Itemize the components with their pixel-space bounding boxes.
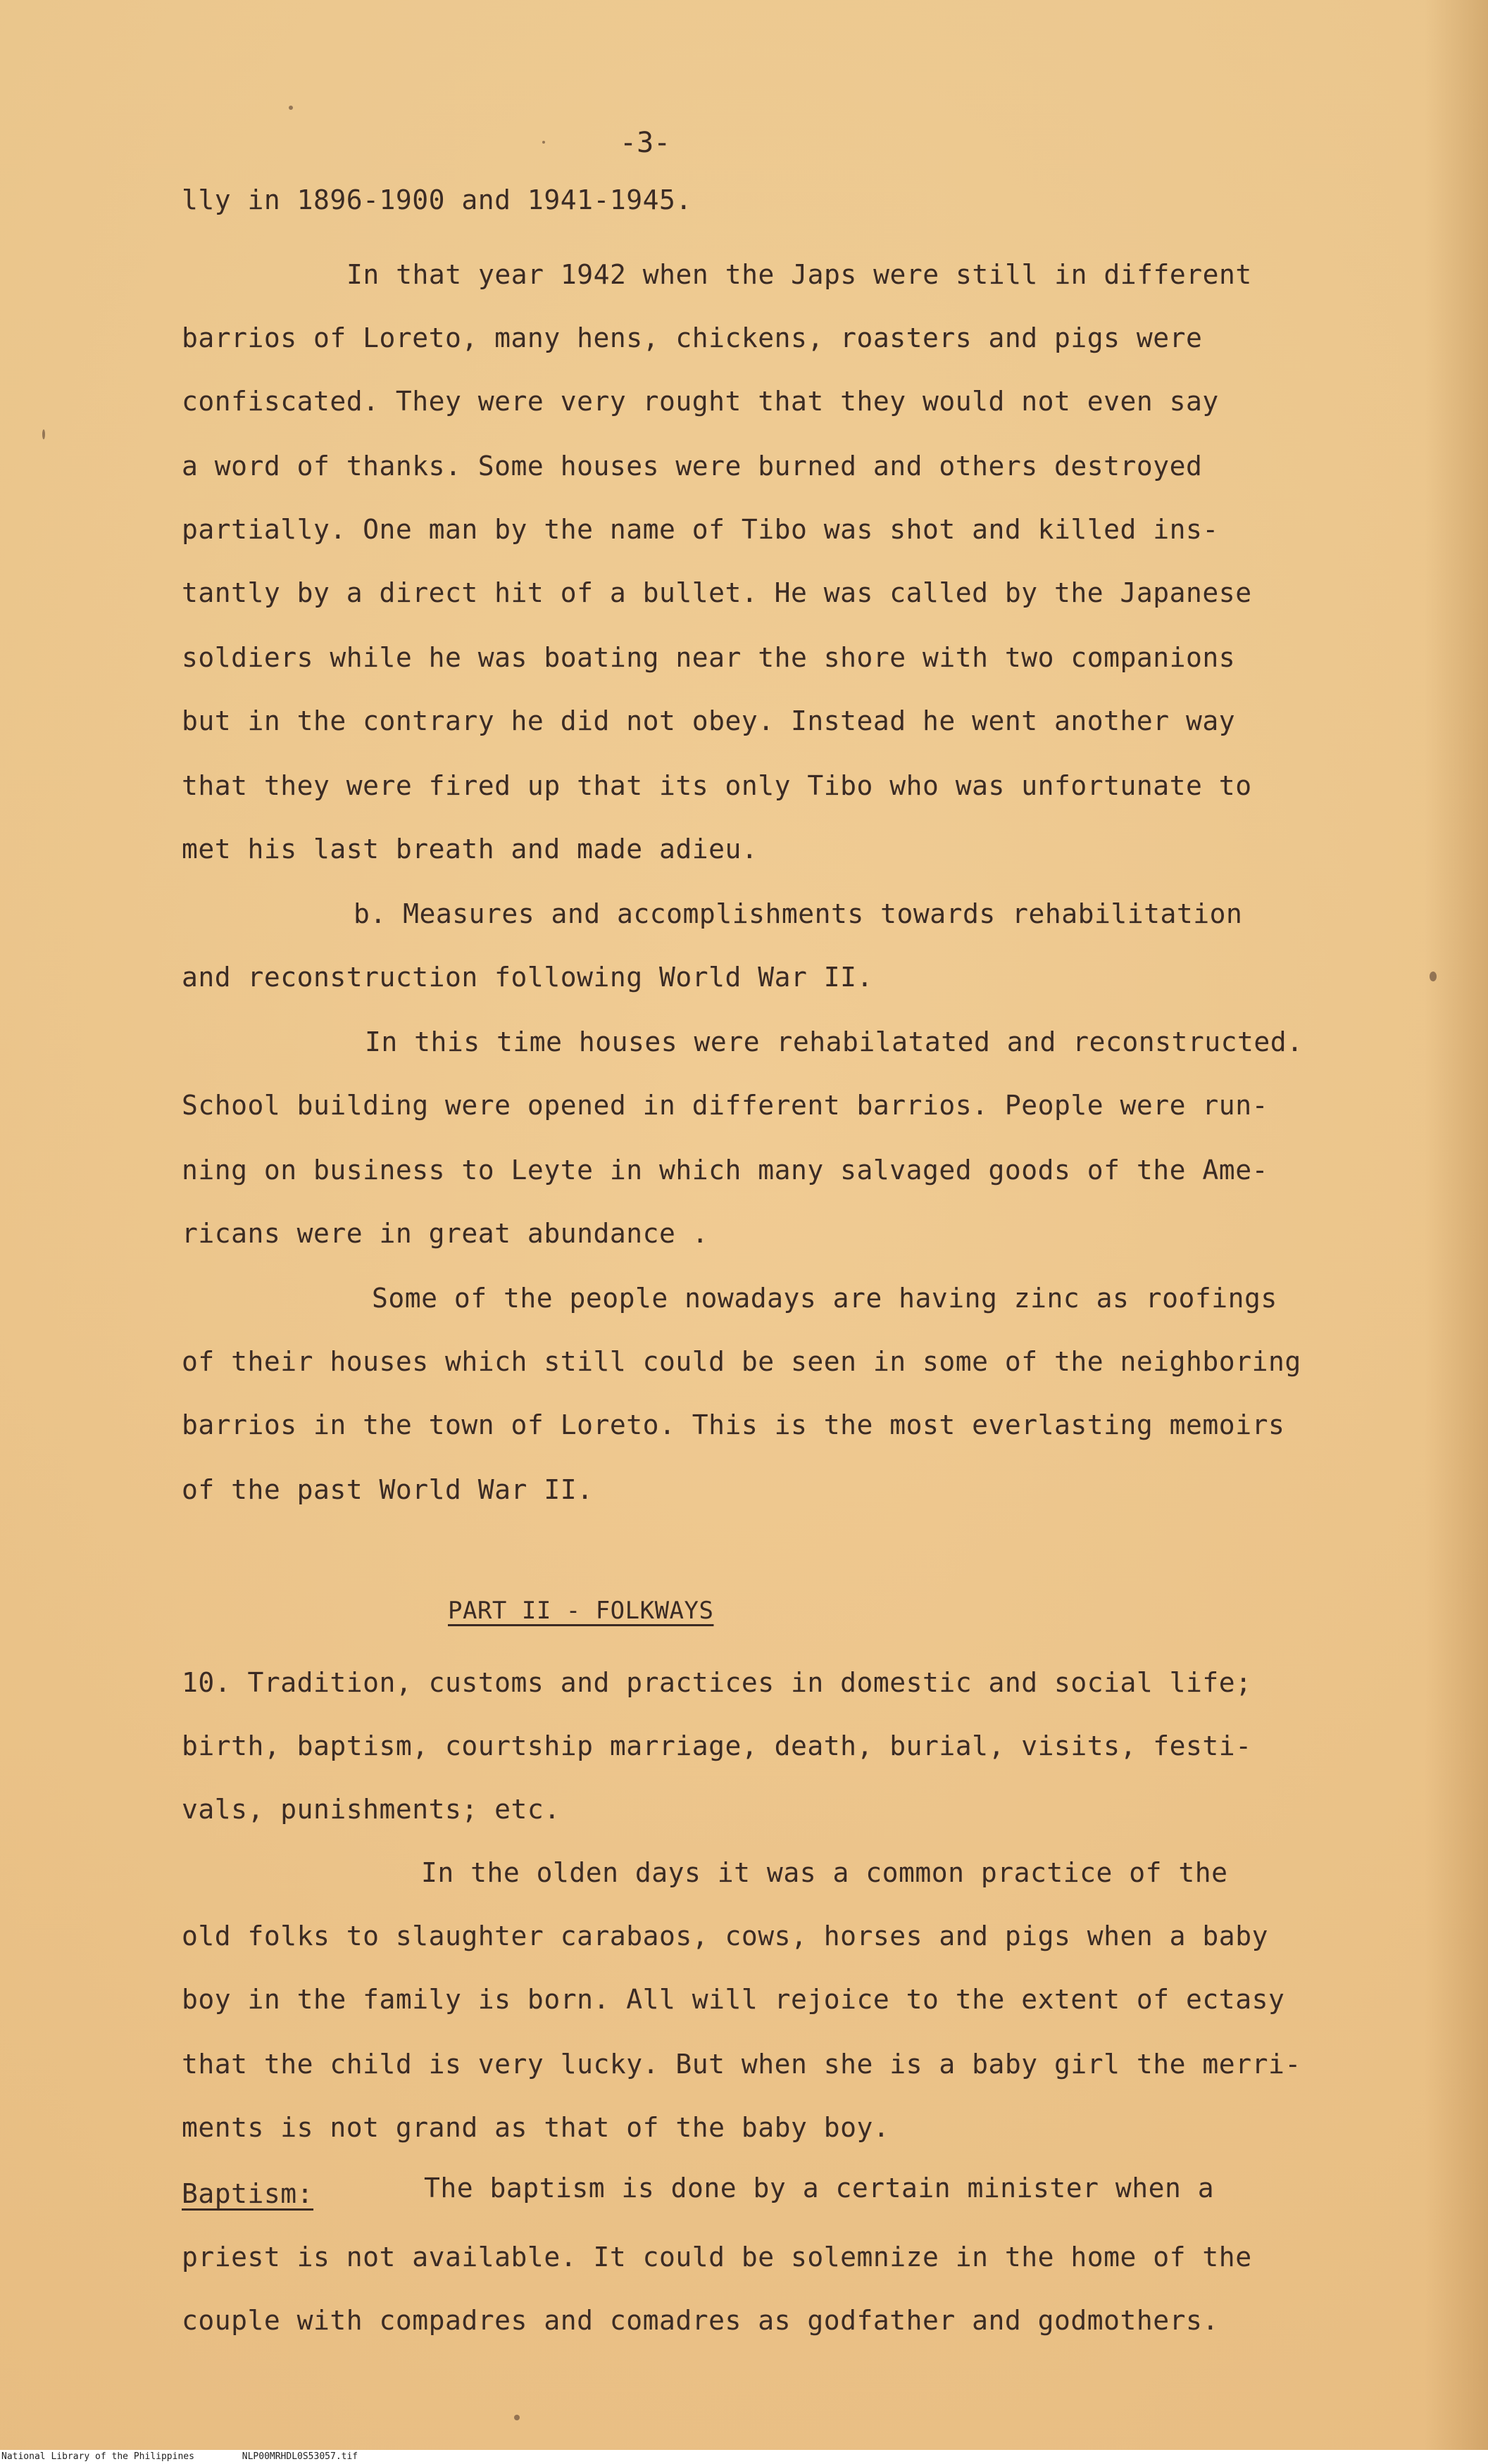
text-line: of the past World War II.	[182, 1474, 594, 1505]
text-line: tantly by a direct hit of a bullet. He was called by the Japanese	[182, 577, 1252, 608]
text-line: ricans were in great abundance .	[182, 1218, 709, 1249]
text-line: In this time houses were rehabilatated and reconstructed.	[365, 1026, 1303, 1057]
text-line: 10. Tradition, customs and practices in domestic and social life;	[182, 1667, 1252, 1698]
text-line: The baptism is done by a certain minister when a	[424, 2173, 1215, 2204]
text-line: barrios of Loreto, many hens, chickens, roasters and pigs were	[182, 322, 1203, 353]
text-line: a word of thanks. Some houses were burned and others destroyed	[182, 451, 1203, 482]
text-line: ning on business to Leyte in which many salvaged goods of the Ame-	[182, 1155, 1268, 1186]
paper-speck	[1430, 972, 1437, 981]
footer-library: National Library of the Philippines	[1, 2451, 194, 2462]
text-line: confiscated. They were very rought that they would not even say	[182, 386, 1219, 417]
text-line: ments is not grand as that of the baby boy.	[182, 2112, 890, 2143]
footer-filename: NLP00MRHDL0S53057.tif	[242, 2451, 358, 2462]
text-line: barrios in the town of Loreto. This is the most everlasting memoirs	[182, 1409, 1285, 1440]
text-line: birth, baptism, courtship marriage, death, burial, visits, festi-	[182, 1730, 1252, 1761]
text-line: lly in 1896-1900 and 1941-1945.	[182, 184, 692, 215]
text-line: In the olden days it was a common practice of the	[421, 1857, 1228, 1888]
paper-speck	[514, 2415, 520, 2420]
archive-footer	[0, 2450, 1488, 2464]
text-line: couple with compadres and comadres as godfather and godmothers.	[182, 2305, 1219, 2336]
text-line: soldiers while he was boating near the shore with two companions	[182, 642, 1236, 673]
section-heading: b. Measures and accomplishments towards rehabilitation	[354, 898, 1243, 929]
text-line: boy in the family is born. All will rejoice to the extent of ectasy	[182, 1984, 1285, 2015]
baptism-label: Baptism:	[182, 2178, 314, 2209]
text-line: In that year 1942 when the Japs were still in different	[346, 259, 1252, 290]
text-line: priest is not available. It could be solemnize in the home of the	[182, 2242, 1252, 2273]
text-line: Some of the people nowadays are having zinc as roofings	[372, 1283, 1277, 1314]
paper-speck	[42, 429, 45, 439]
part-heading: PART II - FOLKWAYS	[448, 1597, 714, 1625]
text-line: that they were fired up that its only Tibo who was unfortunate to	[182, 770, 1252, 801]
page-edge-shadow	[1425, 0, 1488, 2450]
text-line: and reconstruction following World War II.	[182, 962, 873, 993]
paper-speck	[289, 106, 293, 110]
text-line: vals, punishments; etc.	[182, 1794, 561, 1825]
text-line: but in the contrary he did not obey. Instead he went another way	[182, 705, 1236, 736]
text-line: School building were opened in different barrios. People were run-	[182, 1090, 1268, 1121]
paper-speck	[542, 141, 545, 144]
page-number: -3-	[620, 127, 671, 159]
text-line: that the child is very lucky. But when she is a baby girl the merri-	[182, 2049, 1301, 2080]
text-line: old folks to slaughter carabaos, cows, horses and pigs when a baby	[182, 1921, 1268, 1951]
text-line: met his last breath and made adieu.	[182, 834, 758, 865]
text-line: of their houses which still could be seen in some of the neighboring	[182, 1346, 1301, 1377]
text-line: partially. One man by the name of Tibo was shot and killed ins-	[182, 514, 1219, 545]
